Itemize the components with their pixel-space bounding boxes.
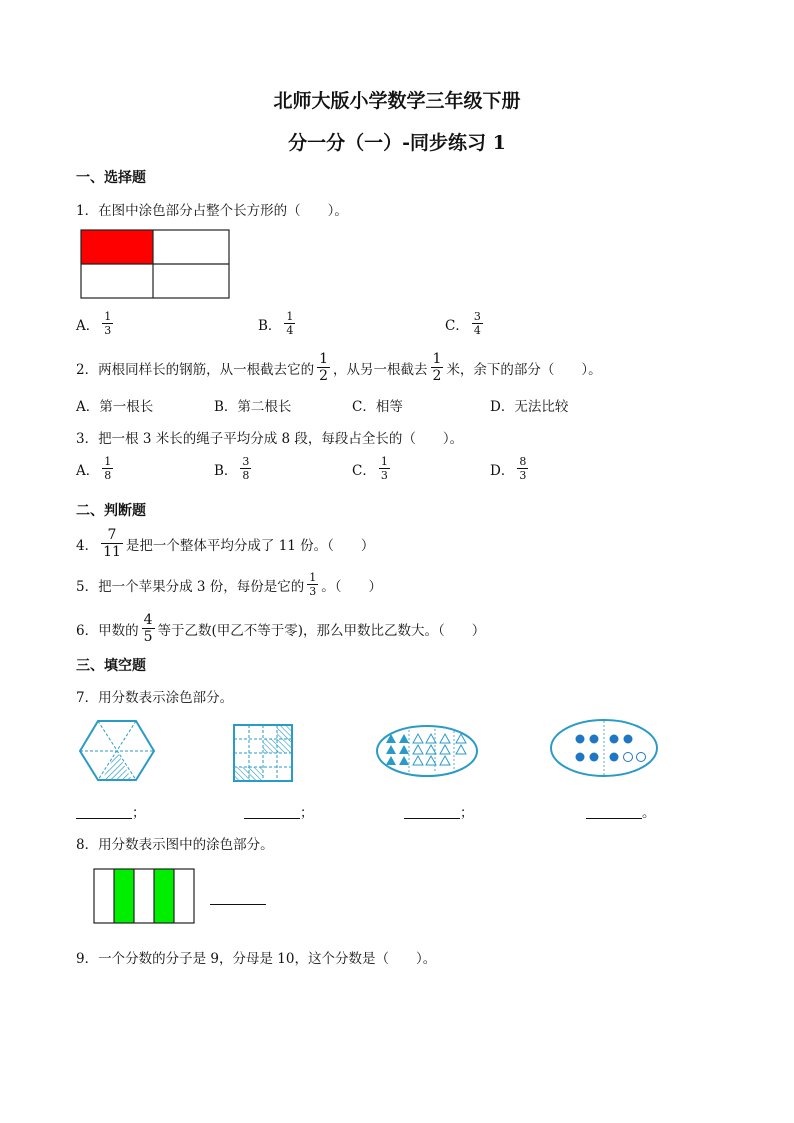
question-9-text: 9．一个分数的分子是 9，分母是 10，这个分数是（ ）。	[76, 951, 437, 967]
q8-shaded-strip-1	[114, 869, 134, 923]
q1-option-a[interactable]: A． $\frac{1}{3}$	[76, 310, 112, 337]
q8-answer-blank[interactable]	[210, 890, 266, 905]
q2-option-b[interactable]: B．第二根长	[214, 399, 292, 415]
question-7-text: 7．用分数表示涂色部分。	[76, 690, 234, 706]
q1-rectangle-figure	[80, 229, 232, 301]
q3-option-d[interactable]: D． $\frac{8}{3}$	[490, 455, 527, 482]
question-2-text: 2．两根同样长的钢筋，从一根截去它的 $\frac{1}{2}$ ，从另一根截去 $\frac{1}{2}$ 米，余下的部分（ ）。	[76, 351, 602, 384]
q3-option-c[interactable]: C． $\frac{1}{3}$	[352, 455, 388, 482]
q2-option-a[interactable]: A．第一根长	[76, 399, 154, 415]
question-6-text: 6．甲数的 $\frac{4}{5}$ 等于乙数(甲乙不等于零)，那么甲数比乙数大。（ ）	[76, 612, 486, 645]
question-8-text: 8．用分数表示图中的涂色部分。	[76, 837, 274, 853]
page-subtitle: 分一分（一）-同步练习 1	[288, 132, 506, 154]
q8-strip-figure	[93, 868, 197, 926]
q7-answer-4[interactable]: 。	[586, 801, 656, 821]
q1-shaded-part	[81, 230, 153, 264]
question-1-text: 1．在图中涂色部分占整个长方形的（ ）。	[76, 203, 348, 219]
question-3-text: 3．把一根 3 米长的绳子平均分成 8 段，每段占全长的（ ）。	[76, 431, 464, 447]
q7-dots-figure	[549, 718, 659, 778]
q8-shaded-strip-2	[154, 869, 174, 923]
q7-answer-2[interactable]: ；	[244, 801, 314, 821]
section-heading-judge: 二、判断题	[76, 503, 146, 519]
q7-triangles-figure	[375, 724, 479, 778]
question-4-text: 4． $\frac{7}{11}$ 是把一个整体平均分成了 11 份。（ ）	[76, 527, 375, 560]
q2-option-d[interactable]: D．无法比较	[490, 399, 569, 415]
q3-option-b[interactable]: B． $\frac{3}{8}$	[214, 455, 250, 482]
question-5-text: 5．把一个苹果分成 3 份，每份是它的 $\frac{1}{3}$ 。（ ）	[76, 571, 383, 598]
q7-hexagon-shaded	[102, 751, 132, 780]
section-heading-fill: 三、填空题	[76, 658, 146, 674]
q7-hexagon-figure	[76, 718, 158, 784]
q7-answer-1[interactable]: ；	[76, 801, 146, 821]
q2-option-c[interactable]: C．相等	[352, 399, 403, 415]
q7-answer-3[interactable]: ；	[404, 801, 474, 821]
q1-option-c[interactable]: C． $\frac{3}{4}$	[445, 310, 481, 337]
q3-option-a[interactable]: A． $\frac{1}{8}$	[76, 455, 112, 482]
q1-option-b[interactable]: B． $\frac{1}{4}$	[258, 310, 294, 337]
q7-grid-figure	[232, 723, 294, 783]
section-heading-choice: 一、选择题	[76, 170, 146, 186]
page-title: 北师大版小学数学三年级下册	[273, 90, 521, 112]
